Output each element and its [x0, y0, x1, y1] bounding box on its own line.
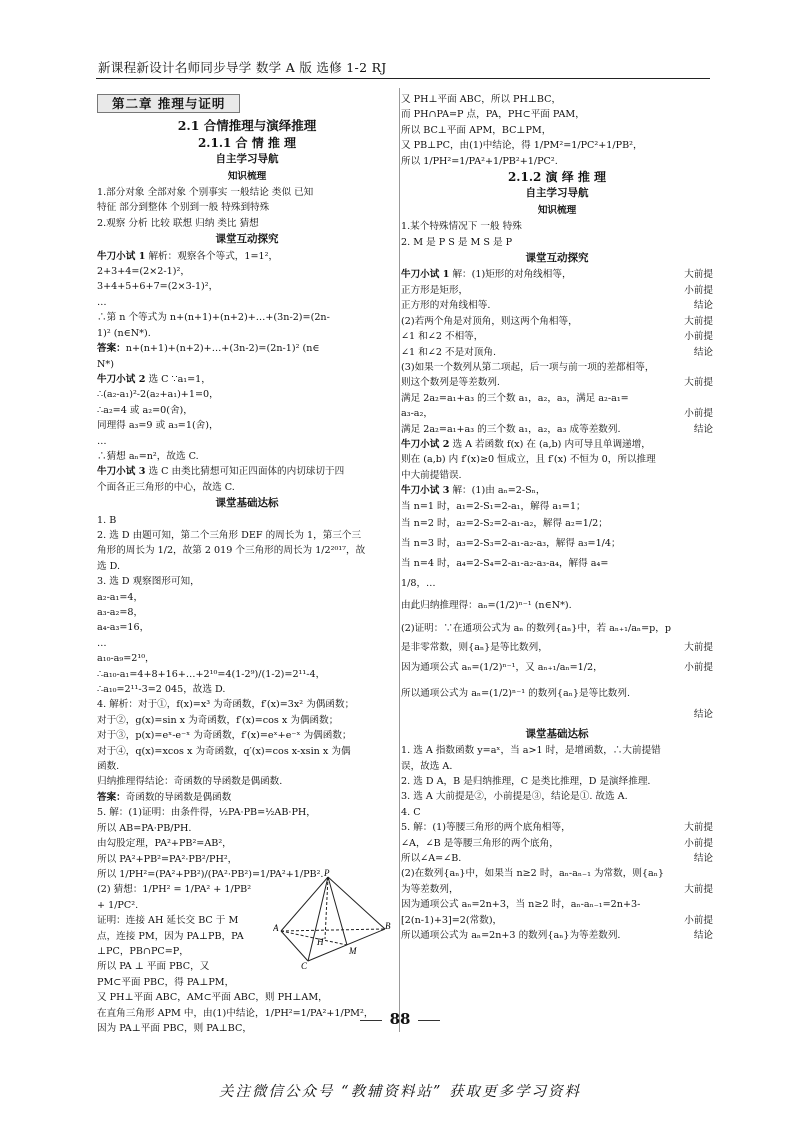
- text-line: a₃-a₂=8，: [97, 607, 144, 618]
- text-line: 个面各正三角形的中心，故选 C.: [97, 481, 235, 493]
- premise-tag: 结论: [693, 930, 713, 942]
- text-line: 所以通项公式为 aₙ=2n+3 的数列{aₙ}为等差数列. 结论: [401, 928, 713, 943]
- text-line: (2)在数列{aₙ}中，如果当 n≥2 时，aₙ-aₙ₋₁ 为常数，则{aₙ}: [401, 868, 665, 880]
- answer-line: 答案：奇函数的导函数是偶函数: [97, 791, 232, 803]
- footer-note: 关注微信公众号 “教辅资料站” 获取更多学习资料: [218, 1084, 582, 1100]
- edge-pa: [281, 877, 328, 931]
- text-line: 1. 选 A 指数函数 y=aˣ，当 a>1 时，是增函数，∴大前提错: [401, 745, 661, 757]
- text-line: 所以通项公式为 aₙ=(1/2)ⁿ⁻¹ 的数列{aₙ}是等比数列.: [401, 688, 631, 700]
- exercise-label: 牛刀小试 2: [401, 438, 450, 450]
- text-line: (2) 猜想：1/PH² = 1/PA² + 1/PB²: [97, 884, 252, 896]
- text-line: 又 PH⊥平面 ABC，所以 PH⊥BC，: [401, 94, 562, 105]
- text-line: a₁₀-a₉=2¹⁰，: [97, 653, 155, 665]
- explore-heading: 课堂互动探究: [215, 233, 279, 246]
- exercise-line: 牛刀小试 3 选 C 由类比猜想可知正四面体的内切球切于四: [97, 466, 345, 478]
- text-line: a₃-a₂， 小前提: [401, 406, 713, 421]
- premise-tag: 小前提: [684, 914, 713, 926]
- text-line: 因为通项公式 aₙ=2n+3，当 n≥2 时，aₙ-aₙ₋₁=2n+3-: [401, 899, 641, 911]
- text-line: 而 PH∩PA=P 点，PA，PH⊂平面 PAM，: [401, 109, 585, 121]
- edge-pb: [328, 877, 385, 929]
- text-line: …: [97, 296, 107, 308]
- text-line: …: [97, 637, 107, 649]
- premise-tag: 大前提: [684, 883, 713, 895]
- label-p: P: [324, 869, 330, 879]
- premise-tag: 小前提: [684, 837, 713, 849]
- knowledge-line: 2.观察 分析 比较 联想 归纳 类比 猜想: [97, 217, 259, 229]
- premise-tag: 大前提: [684, 269, 713, 281]
- text-line: 函数.: [97, 761, 120, 773]
- exercise-label: 牛刀小试 1: [401, 269, 450, 281]
- text-line: 当 n=1 时，a₁=2-S₁=2-a₁，解得 a₁=1；: [401, 500, 586, 512]
- knowledge-line: 特征 部分到整体 个别到一般 特殊到特殊: [97, 202, 270, 214]
- text-line: 所以 PA²+PB²=PA²·PB²/PH²，: [97, 853, 238, 865]
- exercise-label: 牛刀小试 2: [97, 373, 146, 385]
- text-line: ⊥PC，PB∩PC=P，: [97, 945, 189, 957]
- text-line: 是非零常数，则{aₙ}是等比数列， 大前提: [401, 640, 713, 655]
- text-line: [2(n-1)+3]=2(常数)， 小前提: [401, 913, 713, 928]
- premise-tag: 小前提: [684, 284, 713, 296]
- label-m: M: [349, 946, 357, 957]
- segment-pm: [328, 877, 347, 945]
- edge-ac: [281, 931, 308, 961]
- text-line: 5. 解：(1)等腰三角形的两个底角相等， 大前提: [401, 820, 713, 835]
- text-line: ∴a₂=4 或 a₂=0(舍)，: [97, 404, 193, 416]
- text-line: 因为 PA⊥平面 PBC，则 PA⊥BC，: [97, 1022, 252, 1034]
- text-line: 证明：连接 AH 延长交 BC 于 M: [97, 915, 239, 927]
- page-number-dash-left: [360, 1020, 382, 1021]
- text-line: ∠1 和∠2 不是对顶角. 结论: [401, 345, 713, 360]
- text-line: 对于④，q(x)=xcos x 为奇函数，q′(x)=cos x-xsin x 为偶: [97, 745, 351, 757]
- text-line: 满足 2a₂=a₁+a₃ 的三个数 a₁，a₂，a₃，满足 a₂-a₁=: [401, 392, 629, 404]
- text-line: ∴a₁₀-a₁=4+8+16+…+2¹⁰=4(1-2⁹)/(1-2)=2¹¹-4，: [97, 668, 326, 680]
- edge-ab: [281, 929, 385, 931]
- chapter-title: 第二章 推理与证明: [97, 94, 240, 113]
- premise-tag: 大前提: [684, 315, 713, 327]
- text-line: a₄-a₃=16，: [97, 622, 150, 634]
- text-line: 中大前提错误.: [401, 469, 462, 481]
- premise-tag: 结论: [693, 346, 713, 358]
- text-line: 对于③，p(x)=eˣ-e⁻ˣ 为奇函数，f′(x)=eˣ+e⁻ˣ 为偶函数；: [97, 730, 352, 742]
- text-line: 所以 AB=PA·PB/PH.: [97, 822, 192, 834]
- text-line: 因为通项公式 aₙ=(1/2)ⁿ⁻¹，又 aₙ₊₁/aₙ=1/2， 小前提: [401, 655, 713, 681]
- page-number-dash-right: [418, 1020, 440, 1021]
- premise-tag: 结论: [693, 709, 713, 721]
- premise-tag: 小前提: [684, 331, 713, 343]
- text-line: 同理得 a₃=9 或 a₃=1(舍)，: [97, 420, 219, 432]
- text-line: 2. 选 D 由题可知，第二个三角形 DEF 的周长为 1，第三个三: [97, 529, 362, 541]
- nav-heading: 自主学习导航: [525, 187, 589, 200]
- text-line: 1/8，…: [401, 577, 436, 589]
- exercise-line: 牛刀小试 3 解：(1)由 aₙ=2-Sₙ，: [401, 485, 546, 497]
- left-column: [97, 92, 397, 1036]
- column-divider: [399, 88, 400, 1032]
- exercise-label: 牛刀小试 3: [401, 485, 450, 497]
- text-line: (2)证明：∵在通项公式为 aₙ 的数列{aₙ}中，若 aₙ₊₁/aₙ=p，p: [401, 622, 671, 634]
- knowledge-line: 1.某个特殊情况下 一般 特殊: [401, 221, 522, 233]
- text-line: 所以 1/PH²=(PA²+PB²)/(PA²·PB²)=1/PA²+1/PB².: [97, 868, 324, 880]
- text-line: 点，连接 PM，因为 PA⊥PB，PA: [97, 930, 244, 942]
- text-line: ∴第 n 个等式为 n+(n+1)+(n+2)+…+(3n-2)=(2n-: [97, 312, 330, 324]
- text-line: 1. B: [97, 514, 117, 526]
- text-line: 选 D.: [97, 560, 121, 572]
- text-line: 正方形的对角线相等. 结论: [401, 298, 713, 313]
- text-line: 又 PB⊥PC，由(1)中结论，得 1/PM²=1/PC²+1/PB²，: [401, 140, 643, 152]
- subsection-title: 2.1.2 演 绎 推 理: [507, 170, 607, 185]
- basics-heading: 课堂基础达标: [525, 727, 589, 740]
- text-line: 所以 BC⊥平面 APM，BC⊥PM，: [401, 124, 552, 136]
- text-line: 由勾股定理，PA²+PB²=AB²，: [97, 838, 232, 850]
- text-line: ∴a₁₀=2¹¹-3=2 045，故选 D.: [97, 684, 226, 696]
- running-header: 新课程新设计名师同步导学 数学 A 版 选修 1-2 RJ: [98, 60, 387, 75]
- text-line: 2. 选 D A，B 是归纳推理，C 是类比推理，D 是演绎推理.: [401, 776, 651, 787]
- text-line: 为等差数列， 大前提: [401, 882, 713, 897]
- nav-heading: 自主学习导航: [215, 153, 279, 166]
- text-line: PM⊂平面 PBC，得 PA⊥PM，: [97, 976, 235, 988]
- text-line: 角形的周长为 1/2，故第 2 019 个三角形的周长为 1/2²⁰¹⁷，故: [97, 545, 366, 557]
- text-line: 3+4+5+6+7=(2×3-1)²，: [97, 281, 219, 293]
- text-line: ∴(a₂-a₁)²-2(a₂+a₁)+1=0，: [97, 389, 219, 401]
- label-b: B: [385, 921, 391, 932]
- segment-am: [281, 931, 347, 948]
- text-line: 正方形是矩形， 小前提: [401, 283, 713, 298]
- label-c: C: [301, 961, 308, 970]
- exercise-line: 牛刀小试 2 选 A 若函数 f(x) 在 (a,b) 内可导且单调递增，: [401, 438, 651, 450]
- exercise-label: 牛刀小试 3: [97, 466, 146, 478]
- text-line: …: [97, 435, 107, 447]
- exercise-line: 牛刀小试 2 选 C ∵a₁=1，: [97, 373, 211, 385]
- header-rule: [96, 78, 710, 79]
- text-line: ∠A，∠B 是等腰三角形的两个底角， 小前提: [401, 836, 713, 851]
- premise-tag: 大前提: [684, 822, 713, 834]
- premise-tag: 大前提: [684, 641, 713, 653]
- premise-tag: 结论: [693, 300, 713, 312]
- text-line: 当 n=3 时，a₃=2-S₃=2-a₁-a₂-a₃，解得 a₃=1/4；: [401, 537, 621, 549]
- text-line: 所以∠A=∠B. 结论: [401, 851, 713, 866]
- premise-tag: 小前提: [684, 662, 713, 674]
- text-line: 当 n=4 时，a₄=2-S₄=2-a₁-a₂-a₃-a₄，解得 a₄=: [401, 557, 609, 569]
- text-line: 所以 1/PH²=1/PA²+1/PB²+1/PC².: [401, 155, 558, 167]
- knowledge-heading: 知识梳理: [227, 170, 267, 182]
- section-title: 2.1 合情推理与演绎推理: [177, 118, 317, 134]
- text-line: 4. C: [401, 806, 421, 818]
- knowledge-line: 1.部分对象 全部对象 个别事实 一般结论 类似 已知: [97, 187, 314, 199]
- text-line: 由此归纳推理得：aₙ=(1/2)ⁿ⁻¹ (n∈N*).: [401, 599, 572, 611]
- label-a: A: [273, 923, 279, 934]
- text-line: 又 PH⊥平面 ABC，AM⊂平面 ABC，则 PH⊥AM，: [97, 992, 328, 1004]
- page-number: 88: [0, 1010, 800, 1028]
- right-column: [401, 92, 713, 943]
- text-line: ∴猜想 aₙ=n²，故选 C.: [97, 450, 199, 462]
- premise-tag: 结论: [693, 423, 713, 435]
- premise-tag: 大前提: [684, 377, 713, 389]
- tetrahedron-figure: [273, 869, 393, 969]
- premise-tag: 结论: [693, 853, 713, 865]
- knowledge-line: 2. M 是 P S 是 M S 是 P: [401, 236, 513, 248]
- explore-heading: 课堂互动探究: [525, 252, 589, 265]
- label-h: H: [317, 937, 324, 948]
- knowledge-heading: 知识梳理: [537, 204, 577, 216]
- premise-tag: 小前提: [684, 408, 713, 420]
- text-line: 则在 (a,b) 内 f′(x)≥0 恒成立，且 f′(x) 不恒为 0，所以推理: [401, 454, 656, 466]
- exercise-label: 牛刀小试 1: [97, 250, 146, 262]
- subsection-title: 2.1.1 合 情 推 理: [197, 135, 297, 150]
- text-line: 当 n=2 时，a₂=2-S₂=2-a₁-a₂，解得 a₂=1/2；: [401, 517, 608, 529]
- edge-pc: [308, 877, 328, 961]
- text-line: N*): [97, 358, 114, 370]
- text-line: 3. 选 D 观察图形可知，: [97, 576, 200, 588]
- text-line: 满足 2a₂=a₁+a₃ 的三个数 a₁，a₂，a₃ 成等差数列. 结论: [401, 422, 713, 437]
- text-line: a₂-a₁=4，: [97, 591, 144, 603]
- text-line: 1)² (n∈N*).: [97, 327, 151, 339]
- text-line: (2)若两个角是对顶角，则这两个角相等， 大前提: [401, 314, 713, 329]
- text-line: 则这个数列是等差数列. 大前提: [401, 375, 713, 390]
- text-line: 2+3+4=(2×2-1)²，: [97, 266, 190, 278]
- exercise-line: 牛刀小试 1 解：(1)矩形的对角线相等， 大前提: [401, 267, 713, 282]
- text-line: + 1/PC².: [97, 899, 139, 911]
- text-line: 4. 解析：对于①，f(x)=x³ 为奇函数，f′(x)=3x² 为偶函数；: [97, 699, 355, 711]
- text-line: 3. 选 A 大前提是②，小前提是③，结论是①. 故选 A.: [401, 791, 628, 803]
- text-line: 对于②，g(x)=sin x 为奇函数，f′(x)=cos x 为偶函数；: [97, 714, 339, 726]
- text-line: 误，故选 A.: [401, 760, 453, 772]
- text-line: 所以 PA ⊥ 平面 PBC，又: [97, 961, 210, 973]
- text-line: 5. 解：(1)证明：由条件得，½PA·PB=½AB·PH，: [97, 807, 316, 819]
- answer-line: 答案：n+(n+1)+(n+2)+…+(3n-2)=(2n-1)² (n∈: [97, 343, 320, 355]
- text-line: ∠1 和∠2 不相等， 小前提: [401, 329, 713, 344]
- text-line: 在直角三角形 APM 中，由(1)中结论，1/PH²=1/PA²+1/PM²，: [97, 1007, 374, 1019]
- exercise-line: 牛刀小试 1 解析：观察各个等式，1=1²，: [97, 250, 279, 262]
- basics-heading: 课堂基础达标: [215, 497, 279, 510]
- text-line: (3)如果一个数列从第二项起，后一项与前一项的差都相等，: [401, 361, 655, 373]
- text-line: 归纳推理得结论：奇函数的导函数是偶函数.: [97, 776, 283, 788]
